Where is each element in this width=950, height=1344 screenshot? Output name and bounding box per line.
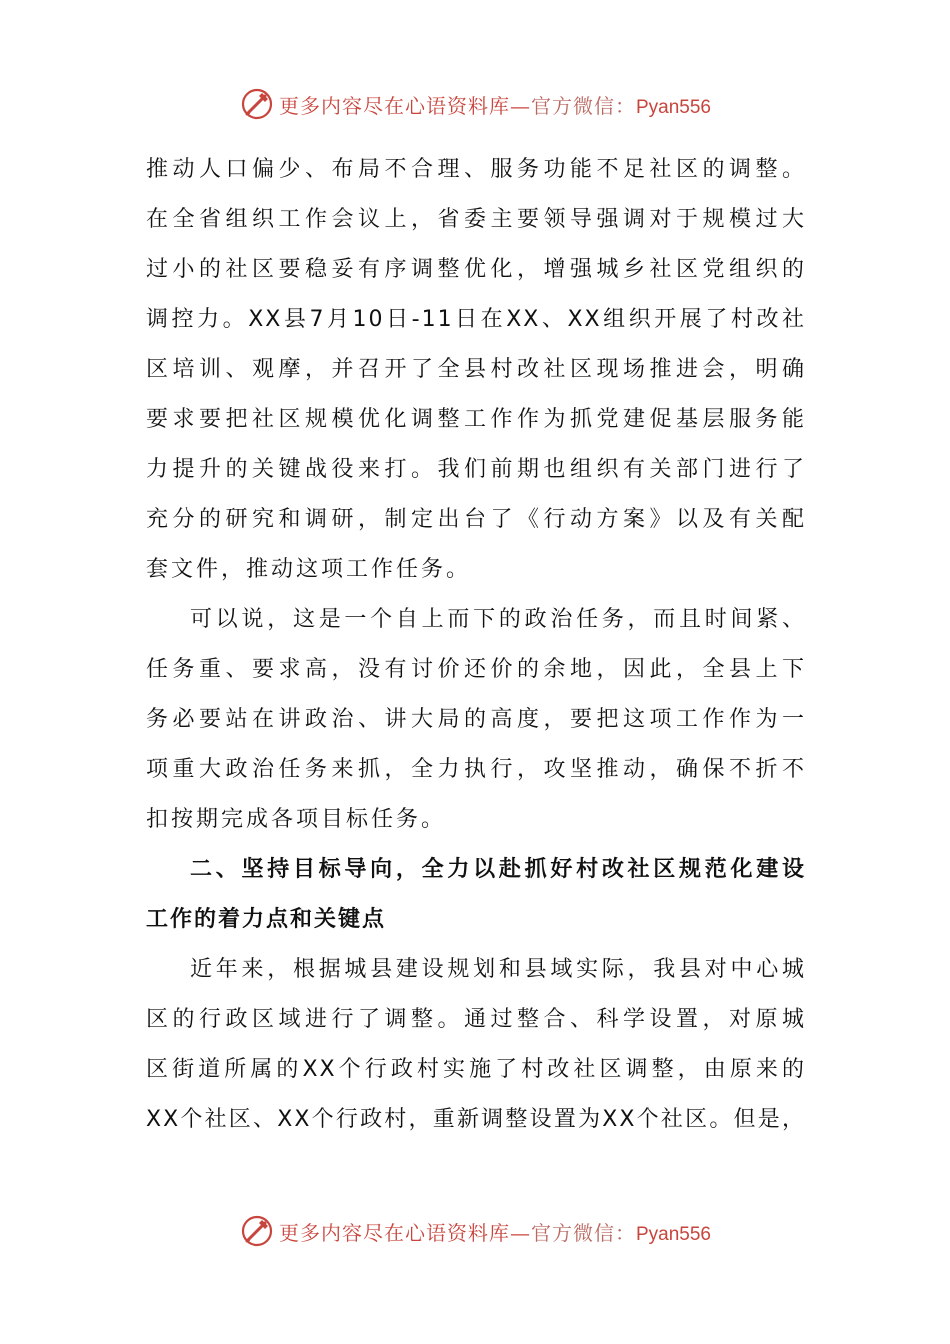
text-line: 务必要站在讲政治、讲大局的高度，要把这项工作作为一 <box>146 707 806 732</box>
pen-logo-icon <box>239 86 275 122</box>
text-line: 区培训、观摩，并召开了全县村改社区现场推进会，明确 <box>146 357 806 382</box>
text-line: 在全省组织工作会议上，省委主要领导强调对于规模过大 <box>146 207 806 232</box>
paragraph-2 <box>146 595 806 845</box>
document-body <box>146 145 806 1145</box>
heading-line: 工作的着力点和关键点 <box>146 907 387 932</box>
text-line: XX个社区、XX个行政村，重新调整设置为XX个社区。但是， <box>146 1107 806 1132</box>
watermark-main-text: 更多内容尽在心语资料库— <box>278 93 531 118</box>
text-line: 充分的研究和调研，制定出台了《行动方案》以及有关配 <box>146 507 806 532</box>
watermark-banner-bottom <box>0 1211 950 1251</box>
watermark-banner-top <box>0 84 950 124</box>
text-line: 可以说，这是一个自上而下的政治任务，而且时间紧、 <box>190 607 806 632</box>
watermark-wechat-id: Pyan556 <box>635 96 711 118</box>
watermark-wechat-id: Pyan556 <box>635 1223 711 1245</box>
text-line: 要求要把社区规模优化调整工作作为抓党建促基层服务能 <box>146 407 806 432</box>
text-line: 套文件，推动这项工作任务。 <box>146 557 472 582</box>
text-line: 调控力。XX县7月10日-11日在XX、XX组织开展了村改社 <box>146 307 806 332</box>
watermark-wechat-label: 官方微信： <box>530 1220 636 1245</box>
heading-line: 二、坚持目标导向，全力以赴抓好村改社区规范化建设 <box>190 857 806 882</box>
paragraph-1 <box>146 145 806 595</box>
text-line: 过小的社区要稳妥有序调整优化，增强城乡社区党组织的 <box>146 257 806 282</box>
text-line: 推动人口偏少、布局不合理、服务功能不足社区的调整。 <box>146 157 806 182</box>
text-line: 扣按期完成各项目标任务。 <box>146 807 447 832</box>
text-line: 力提升的关键战役来打。我们前期也组织有关部门进行了 <box>146 457 806 482</box>
paragraph-3 <box>146 945 806 1145</box>
text-line: 近年来，根据城县建设规划和县域实际，我县对中心城 <box>190 957 806 982</box>
pen-logo-icon <box>239 1213 275 1249</box>
section-heading <box>146 845 806 945</box>
watermark-wechat-label: 官方微信： <box>530 93 636 118</box>
watermark-main-text: 更多内容尽在心语资料库— <box>278 1220 531 1245</box>
text-line: 区街道所属的XX个行政村实施了村改社区调整，由原来的 <box>146 1057 806 1082</box>
text-line: 区的行政区域进行了调整。通过整合、科学设置，对原城 <box>146 1007 806 1032</box>
text-line: 项重大政治任务来抓，全力执行，攻坚推动，确保不折不 <box>146 757 806 782</box>
text-line: 任务重、要求高，没有讨价还价的余地，因此，全县上下 <box>146 657 806 682</box>
